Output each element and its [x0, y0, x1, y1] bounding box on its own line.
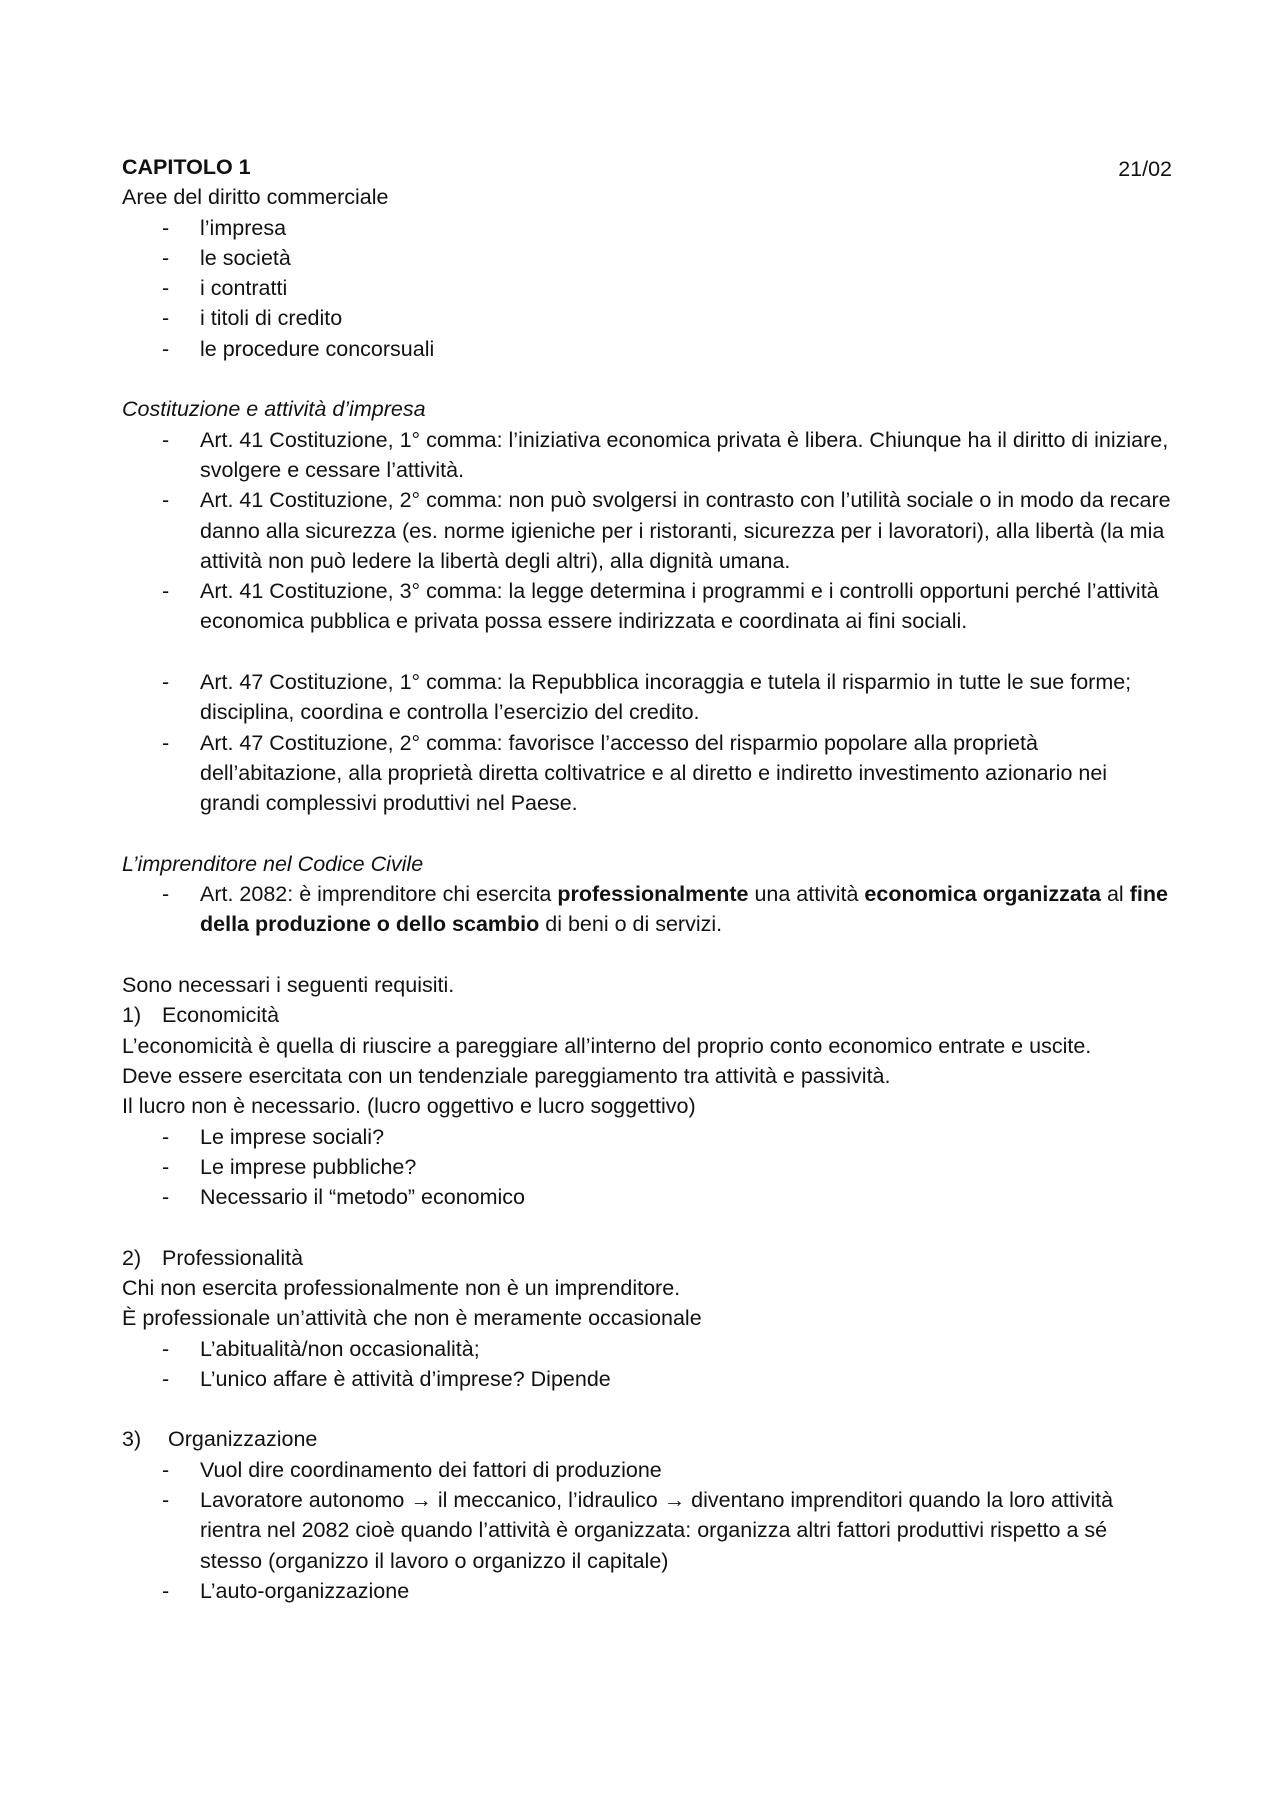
codice-list — [122, 879, 1172, 940]
costituzione-list-2 — [122, 667, 1172, 818]
requisito-2-list — [122, 1334, 1172, 1395]
requisito-3-title: 3) Organizzazione — [122, 1427, 318, 1452]
paragraph: Chi non esercita professionalmente non è un imprenditore. — [122, 1275, 681, 1300]
chapter-title: CAPITOLO 1 — [122, 155, 251, 179]
requisito-1-list — [122, 1122, 1172, 1213]
list-item: - L’abitualità/non occasionalità; — [122, 1334, 1172, 1364]
list-item: - L’unico affare è attività d’imprese? Dipende — [122, 1364, 1172, 1394]
requisito-3-list — [122, 1455, 1172, 1606]
list-item: - l’impresa — [122, 213, 1172, 243]
areas-list — [122, 213, 1172, 364]
list-item: - Vuol dire coordinamento dei fattori di produzione — [122, 1455, 1172, 1485]
areas-heading: Aree del diritto commerciale — [122, 185, 389, 210]
paragraph: Deve essere esercitata con un tendenziale pareggiamento tra attività e passività. — [122, 1063, 891, 1088]
list-item: - Art. 47 Costituzione, 2° comma: favorisce l’accesso del risparmio popolare alla proprietà dell’abitazione, alla proprietà diretta coltivatrice e al diretto e indiretto investimento azionario nei grandi complessivi produttivi nel Paese. — [122, 728, 1172, 819]
arrow-right-icon: → — [410, 1488, 432, 1513]
list-item: - i contratti — [122, 273, 1172, 303]
list-item: - Art. 47 Costituzione, 1° comma: la Repubblica incoraggia e tutela il risparmio in tutte le sue forme; disciplina, coordina e controlla l’esercizio del credito. — [122, 667, 1172, 728]
requisiti-intro: Sono necessari i seguenti requisiti. — [122, 973, 455, 998]
list-item: - le procedure concorsuali — [122, 334, 1172, 364]
list-item: - Art. 2082: è imprenditore chi esercita professionalmente una attività economica organizzata al fine della produzione o dello scambio di beni o di servizi. — [122, 879, 1172, 940]
requisito-1-title: 1) Economicità — [122, 1003, 280, 1028]
document-body — [122, 152, 1172, 1606]
paragraph: L’economicità è quella di riuscire a pareggiare all’interno del proprio conto economico entrate e uscite. — [122, 1033, 1092, 1058]
codice-heading: L’imprenditore nel Codice Civile — [122, 851, 424, 876]
costituzione-heading: Costituzione e attività d’impresa — [122, 397, 426, 422]
date-label: 21/02 — [1118, 157, 1172, 181]
list-item: - L’auto-organizzazione — [122, 1576, 1172, 1606]
list-item: - Art. 41 Costituzione, 1° comma: l’iniziativa economica privata è libera. Chiunque ha il diritto di iniziare, svolgere e cessare l’attività. — [122, 425, 1172, 486]
costituzione-list — [122, 425, 1172, 637]
list-item: - Necessario il “metodo” economico — [122, 1182, 1172, 1212]
list-item: - Le imprese sociali? — [122, 1122, 1172, 1152]
list-item: - Art. 41 Costituzione, 3° comma: la legge determina i programmi e i controlli opportuni perché l’attività economica pubblica e privata possa essere indirizzata e coordinata ai fini sociali. — [122, 576, 1172, 637]
list-item: - le società — [122, 243, 1172, 273]
arrow-right-icon: → — [663, 1488, 686, 1513]
paragraph: È professionale un’attività che non è meramente occasionale — [122, 1306, 702, 1331]
list-item: - Le imprese pubbliche? — [122, 1152, 1172, 1182]
list-item: - i titoli di credito — [122, 303, 1172, 333]
list-item: - Art. 41 Costituzione, 2° comma: non può svolgersi in contrasto con l’utilità sociale o in modo da recare danno alla sicurezza (es. norme igieniche per i ristoranti, sicurezza per i lavoratori), alla libertà (la mia attività non può ledere la libertà degli altri), alla dignità umana. — [122, 485, 1172, 576]
list-item: - Lavoratore autonomo → il meccanico, l’idraulico → diventano imprenditori quando la loro attività rientra nel 2082 cioè quando l’attività è organizzata: organizza altri fattori produttivi rispetto a sé stesso (organizzo il lavoro o organizzo il capitale) — [122, 1485, 1172, 1576]
paragraph: Il lucro non è necessario. (lucro oggettivo e lucro soggettivo) — [122, 1094, 696, 1119]
requisito-2-title: 2) Professionalità — [122, 1245, 304, 1270]
